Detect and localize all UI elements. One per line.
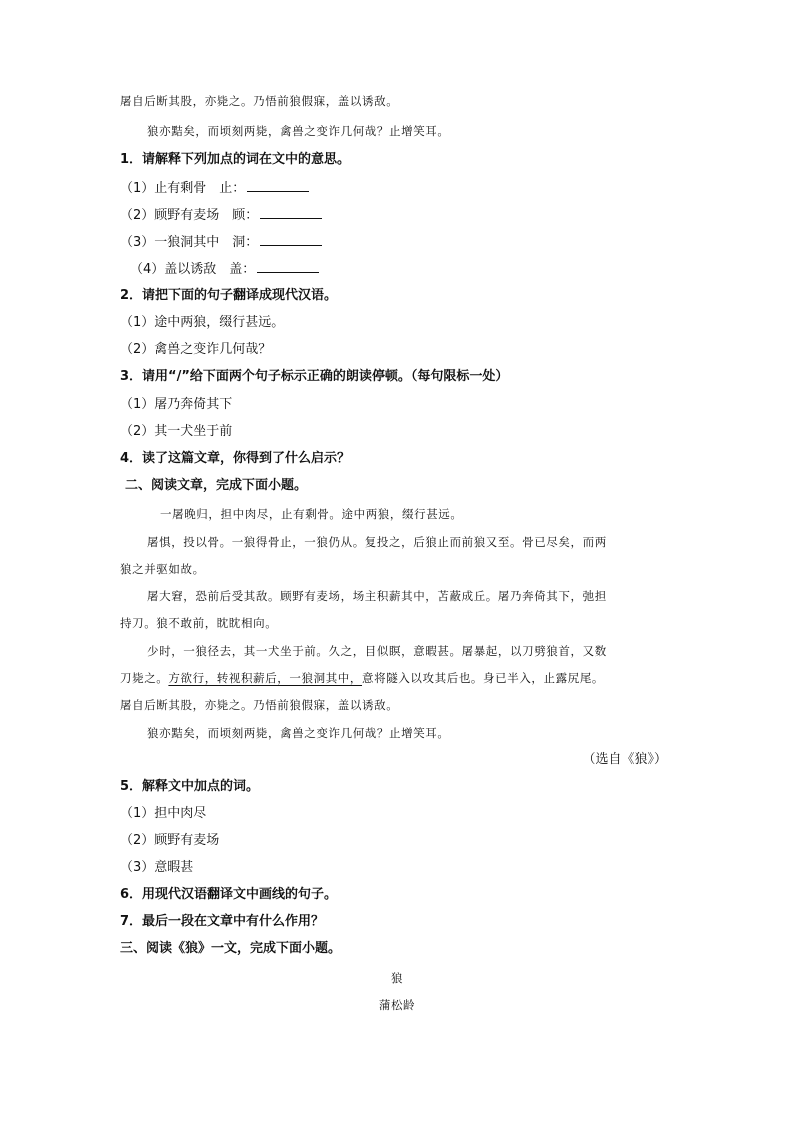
passage-line: 狼亦黠矣，而顷刻两毙，禽兽之变诈几何哉？止增笑耳。 <box>147 124 450 138</box>
passage-line: 屠大窘，恐前后受其敌。顾野有麦场，场主积薪其中，苫蔽成丘。屠乃奔倚其下，弛担 <box>147 589 607 603</box>
question-3-item: （1）屠乃奔倚其下 <box>120 397 233 412</box>
passage-line: 屠自后断其股，亦毙之。乃悟前狼假寐，盖以诱敌。 <box>120 698 399 712</box>
question-2-item: （2）禽兽之变诈几何哉？ <box>120 342 272 357</box>
question-5-item: （2）顾野有麦场 <box>120 833 220 848</box>
answer-blank <box>257 260 319 273</box>
question-4-title: 4．读了这篇文章，你得到了什么启示？ <box>120 451 351 466</box>
question-1-item: （3）一狼洞其中 洞： <box>120 233 322 252</box>
author-name: 蒲松龄 <box>378 998 416 1012</box>
passage-line: 屠自后断其股，亦毙之。乃悟前狼假寐，盖以诱敌。 <box>120 94 399 108</box>
poem-heading: 狼 <box>390 971 404 985</box>
question-2-item: （1）途中两狼，缀行甚远。 <box>120 315 285 330</box>
question-3-title: 3．请用“/”给下面两个句子标示正确的朗读停顿。（每句限标一处） <box>120 369 509 384</box>
passage-line: 少时，一狼径去，其一犬坐于前。久之，目似瞑，意暇甚。屠暴起，以刀劈狼首，又数 <box>147 644 607 658</box>
answer-blank <box>260 206 322 219</box>
question-5-item: （3）意暇甚 <box>120 860 194 875</box>
answer-blank <box>247 179 309 192</box>
passage-line: 狼亦黠矣，而顷刻两毙，禽兽之变诈几何哉？止增笑耳。 <box>147 726 450 740</box>
passage-line: 持刀。狼不敢前，眈眈相向。 <box>120 616 278 630</box>
passage-line: 刀毙之。方欲行，转视积薪后，一狼洞其中，意将隧入以攻其后也。身已半入，止露尻尾。 <box>120 671 605 685</box>
question-1-item: （4）盖以诱敌 盖： <box>130 260 319 279</box>
question-1-item: （1）止有剩骨 止： <box>120 179 309 198</box>
underlined-sentence: 方欲行，转视积薪后，一狼洞其中， <box>168 671 363 685</box>
passage-source: （选自《狼》） <box>582 752 667 767</box>
question-2-title: 2．请把下面的句子翻译成现代汉语。 <box>120 288 338 303</box>
passage-line: 狼之并驱如故。 <box>120 562 205 576</box>
question-6-title: 6．用现代汉语翻译文中画线的句子。 <box>120 887 338 902</box>
section-2-title: 二、阅读文章，完成下面小题。 <box>125 478 308 493</box>
question-3-item: （2）其一犬坐于前 <box>120 424 233 439</box>
section-3-title: 三、阅读《狼》一文，完成下面小题。 <box>120 941 342 956</box>
question-1-title: 1．请解释下列加点的词在文中的意思。 <box>120 152 351 167</box>
passage-line: 屠惧，投以骨。一狼得骨止，一狼仍从。复投之，后狼止而前狼又至。骨已尽矣，而两 <box>147 535 607 549</box>
question-7-title: 7．最后一段在文章中有什么作用？ <box>120 914 325 929</box>
question-5-title: 5．解释文中加点的词。 <box>120 779 260 794</box>
answer-blank <box>260 233 322 246</box>
question-5-item: （1）担中肉尽 <box>120 806 207 821</box>
passage-line: 一屠晚归，担中肉尽，止有剩骨。途中两狼，缀行甚远。 <box>160 507 463 521</box>
question-1-item: （2）顾野有麦场 顾： <box>120 206 322 225</box>
